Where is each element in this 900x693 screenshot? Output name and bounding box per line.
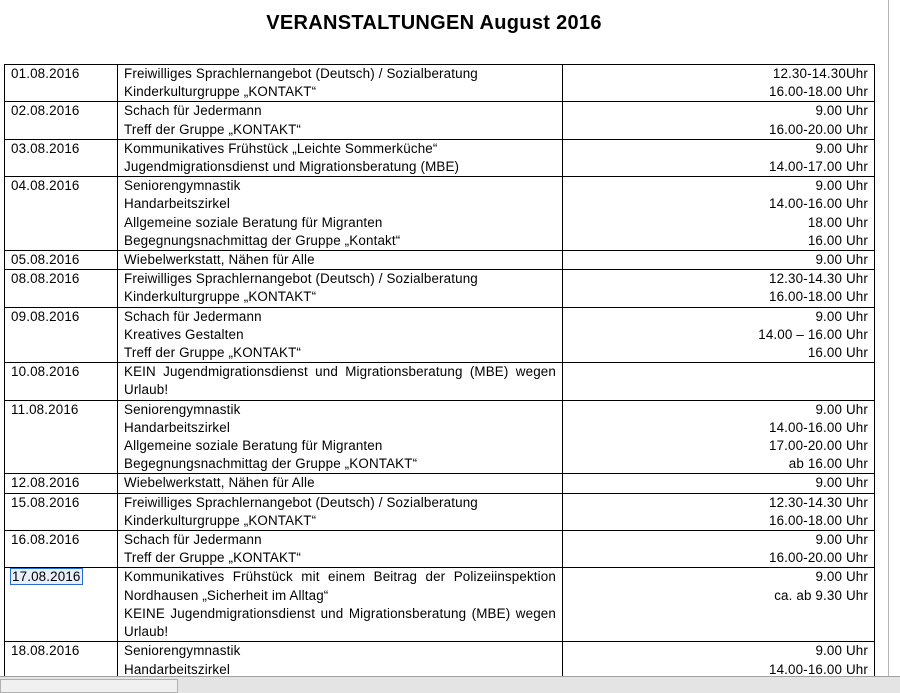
time-line: 16.00 Uhr bbox=[807, 345, 868, 361]
time-line: 16.00-18.00 Uhr bbox=[768, 289, 868, 305]
event-line: Handarbeitszirkel bbox=[124, 196, 231, 212]
event-line: Handarbeitszirkel bbox=[124, 419, 231, 435]
time-line: 14.00-16.00 Uhr bbox=[768, 419, 868, 435]
time-cell[interactable] bbox=[563, 531, 875, 568]
date-text: 03.08.2016 bbox=[11, 140, 80, 156]
event-line: Begegnungsnachmittag der Gruppe „KONTAKT“ bbox=[124, 456, 418, 472]
time-line: ca. ab 9.30 Uhr bbox=[774, 587, 868, 603]
event-line: Treff der Gruppe „KONTAKT“ bbox=[124, 550, 302, 566]
table-row bbox=[5, 307, 875, 363]
time-line: 16.00-18.00 Uhr bbox=[768, 84, 868, 100]
time-cell[interactable] bbox=[563, 493, 875, 530]
time-line: 12.30-14.30 Uhr bbox=[768, 271, 868, 287]
event-cell[interactable] bbox=[118, 531, 563, 568]
event-cell[interactable] bbox=[118, 568, 563, 642]
event-cell[interactable] bbox=[118, 474, 563, 493]
time-line: 9.00 Uhr bbox=[815, 569, 868, 585]
event-line: Wiebelwerkstatt, Nähen für Alle bbox=[124, 252, 315, 268]
time-line: 9.00 Uhr bbox=[815, 103, 868, 119]
time-line: 16.00-18.00 Uhr bbox=[768, 512, 868, 528]
event-cell[interactable] bbox=[118, 363, 563, 400]
event-line: Begegnungsnachmittag der Gruppe „Kontakt“ bbox=[124, 232, 401, 248]
event-cell[interactable] bbox=[118, 102, 563, 139]
time-line: 17.00-20.00 Uhr bbox=[768, 438, 868, 454]
status-bar bbox=[0, 676, 900, 693]
time-cell[interactable] bbox=[563, 139, 875, 176]
table-row bbox=[5, 493, 875, 530]
time-line: 14.00-17.00 Uhr bbox=[768, 159, 868, 175]
time-line: 14.00 – 16.00 Uhr bbox=[758, 326, 868, 342]
event-line: Seniorengymnastik bbox=[124, 178, 241, 194]
date-cell[interactable] bbox=[5, 177, 118, 251]
event-line: Seniorengymnastik bbox=[124, 401, 241, 417]
event-line: Schach für Jedermann bbox=[124, 532, 262, 548]
time-line: 16.00-20.00 Uhr bbox=[768, 550, 868, 566]
date-text: 15.08.2016 bbox=[11, 494, 80, 510]
date-text: 12.08.2016 bbox=[11, 475, 80, 491]
time-cell[interactable] bbox=[563, 307, 875, 363]
event-line: Kommunikatives Frühstück „Leichte Sommerküche“ bbox=[124, 140, 438, 156]
event-cell[interactable] bbox=[118, 139, 563, 176]
table-row bbox=[5, 568, 875, 642]
time-line: 12.30-14.30Uhr bbox=[772, 66, 868, 81]
schedule-body bbox=[5, 65, 875, 680]
time-cell[interactable] bbox=[563, 251, 875, 270]
table-row bbox=[5, 531, 875, 568]
event-line: Seniorengymnastik bbox=[124, 643, 241, 659]
event-cell[interactable] bbox=[118, 177, 563, 251]
date-text: 17.08.2016 bbox=[12, 569, 81, 585]
time-cell[interactable] bbox=[563, 642, 875, 679]
event-line: Freiwilliges Sprachlernangebot (Deutsch) / Sozialberatung bbox=[124, 494, 478, 510]
date-text: 08.08.2016 bbox=[11, 271, 80, 287]
date-text: 01.08.2016 bbox=[11, 66, 80, 81]
date-cell[interactable] bbox=[5, 493, 118, 530]
table-row bbox=[5, 642, 875, 679]
event-line: Handarbeitszirkel bbox=[124, 661, 231, 677]
time-cell[interactable] bbox=[563, 474, 875, 493]
page-edge bbox=[888, 0, 889, 676]
event-cell[interactable] bbox=[118, 400, 563, 474]
table-row bbox=[5, 102, 875, 139]
date-text: 09.08.2016 bbox=[11, 308, 80, 324]
event-cell[interactable] bbox=[118, 270, 563, 307]
event-line: Kinderkulturgruppe „KONTAKT“ bbox=[124, 84, 317, 100]
time-cell[interactable] bbox=[563, 177, 875, 251]
table-row bbox=[5, 400, 875, 474]
table-row bbox=[5, 177, 875, 251]
event-line: Treff der Gruppe „KONTAKT“ bbox=[124, 121, 302, 137]
table-row bbox=[5, 474, 875, 493]
event-line: Allgemeine soziale Beratung für Migranten bbox=[124, 438, 383, 454]
event-line: Freiwilliges Sprachlernangebot (Deutsch) / Sozialberatung bbox=[124, 271, 478, 287]
date-cell[interactable] bbox=[5, 102, 118, 139]
date-cell[interactable] bbox=[5, 642, 118, 679]
time-cell[interactable] bbox=[563, 65, 875, 102]
event-line: Allgemeine soziale Beratung für Migranten bbox=[124, 214, 383, 230]
time-line: 9.00 Uhr bbox=[815, 178, 868, 194]
event-line: Wiebelwerkstatt, Nähen für Alle bbox=[124, 475, 315, 491]
event-line: KEINE Jugendmigrationsdienst und Migrationsberatung (MBE) wegen Urlaub! bbox=[124, 605, 556, 640]
date-cell[interactable] bbox=[5, 531, 118, 568]
event-cell[interactable] bbox=[118, 307, 563, 363]
time-line: 9.00 Uhr bbox=[815, 308, 868, 324]
time-cell[interactable] bbox=[563, 270, 875, 307]
time-cell[interactable] bbox=[563, 363, 875, 400]
event-line: Treff der Gruppe „KONTAKT“ bbox=[124, 345, 302, 361]
schedule-table bbox=[4, 64, 875, 680]
time-line: 9.00 Uhr bbox=[815, 140, 868, 156]
time-line: 9.00 Uhr bbox=[815, 643, 868, 659]
date-cell[interactable] bbox=[5, 65, 118, 102]
time-line: 14.00-16.00 Uhr bbox=[768, 661, 868, 677]
table-row bbox=[5, 139, 875, 176]
time-line: 18.00 Uhr bbox=[807, 214, 868, 230]
time-line: 9.00 Uhr bbox=[815, 475, 868, 491]
date-cell[interactable] bbox=[5, 568, 118, 642]
date-text: 11.08.2016 bbox=[11, 401, 79, 417]
event-cell[interactable] bbox=[118, 642, 563, 679]
date-text: 16.08.2016 bbox=[11, 532, 80, 548]
event-cell[interactable] bbox=[118, 251, 563, 270]
event-line: Jugendmigrationsdienst und Migrationsberatung (MBE) bbox=[124, 159, 460, 175]
page-title: VERANSTALTUNGEN August 2016 bbox=[266, 12, 602, 34]
event-line: Kreatives Gestalten bbox=[124, 326, 244, 342]
event-line: Schach für Jedermann bbox=[124, 308, 262, 324]
date-text: 02.08.2016 bbox=[11, 103, 80, 119]
date-cell[interactable] bbox=[5, 270, 118, 307]
status-segment bbox=[0, 679, 178, 693]
table-row bbox=[5, 363, 875, 400]
date-cell[interactable] bbox=[5, 251, 118, 270]
time-line: 9.00 Uhr bbox=[815, 252, 868, 268]
event-line: KEIN Jugendmigrationsdienst und Migrationsberatung (MBE) wegen Urlaub! bbox=[124, 364, 556, 398]
table-row bbox=[5, 65, 875, 102]
time-cell[interactable] bbox=[563, 568, 875, 642]
event-cell[interactable] bbox=[118, 493, 563, 530]
time-line: 9.00 Uhr bbox=[815, 401, 868, 417]
date-cell[interactable] bbox=[5, 363, 118, 400]
event-line: Kommunikatives Frühstück mit einem Beitrag der Polizeiinspektion Nordhausen „Sicherheit im Alltag“ bbox=[124, 569, 556, 603]
table-row bbox=[5, 251, 875, 270]
time-line: 16.00 Uhr bbox=[807, 232, 868, 248]
table-row bbox=[5, 270, 875, 307]
date-text: 04.08.2016 bbox=[11, 178, 80, 194]
time-line: 9.00 Uhr bbox=[815, 532, 868, 548]
event-line: Kinderkulturgruppe „KONTAKT“ bbox=[124, 512, 317, 528]
event-line: Schach für Jedermann bbox=[124, 103, 262, 119]
time-line: 12.30-14.30 Uhr bbox=[768, 494, 868, 510]
event-cell[interactable] bbox=[118, 65, 563, 102]
date-text: 05.08.2016 bbox=[11, 252, 80, 268]
time-line: 14.00-16.00 Uhr bbox=[768, 196, 868, 212]
date-cell[interactable] bbox=[5, 474, 118, 493]
event-line: Freiwilliges Sprachlernangebot (Deutsch) / Sozialberatung bbox=[124, 66, 478, 81]
date-cell[interactable] bbox=[5, 307, 118, 363]
date-cell[interactable] bbox=[5, 139, 118, 176]
time-line: 16.00-20.00 Uhr bbox=[768, 121, 868, 137]
time-line: ab 16.00 Uhr bbox=[788, 456, 868, 472]
time-cell[interactable] bbox=[563, 102, 875, 139]
date-text: 18.08.2016 bbox=[11, 643, 80, 659]
event-line: Kinderkulturgruppe „KONTAKT“ bbox=[124, 289, 317, 305]
time-cell[interactable] bbox=[563, 400, 875, 474]
date-text: 10.08.2016 bbox=[11, 364, 80, 380]
date-cell[interactable] bbox=[5, 400, 118, 474]
